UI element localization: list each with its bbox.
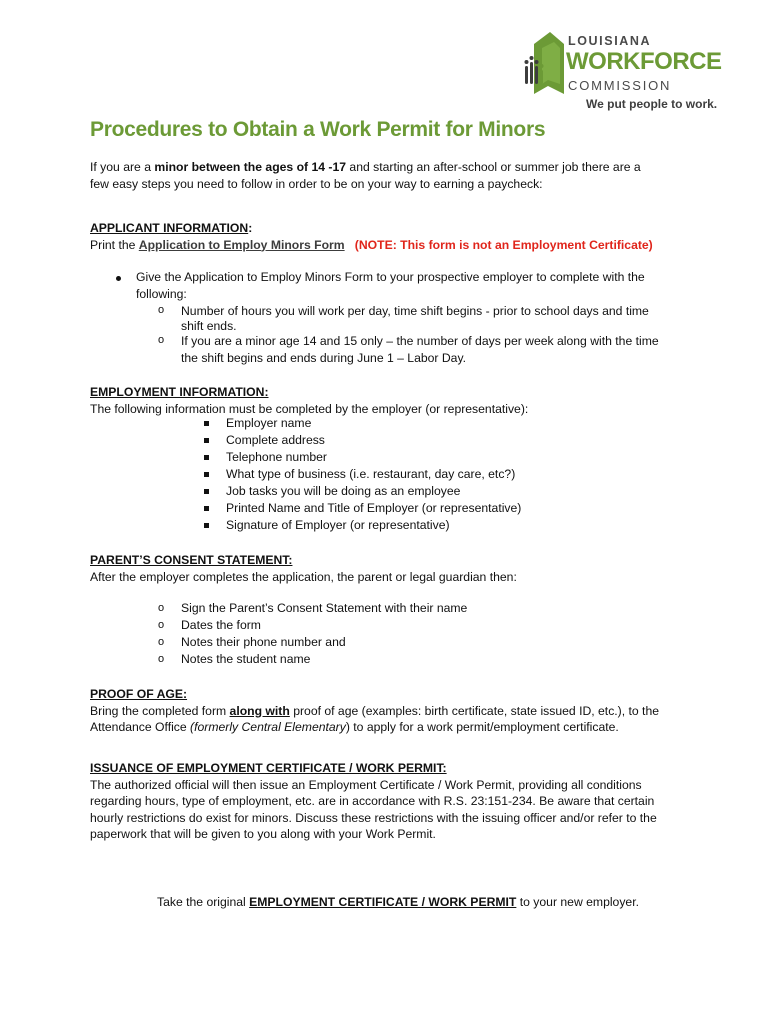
application-form-link[interactable]: Application to Employ Minors Form xyxy=(138,237,345,252)
list-item xyxy=(204,517,624,534)
intro-paragraph xyxy=(90,159,690,192)
lwc-building-icon xyxy=(524,30,568,96)
employment-item-text: Telephone number xyxy=(226,450,327,464)
applicant-print-text: Print the xyxy=(90,237,139,252)
intro-bold-age: minor between the ages of 14 -17 xyxy=(154,160,347,174)
proof-section xyxy=(90,686,710,736)
closing-text-rest: to your new employer. xyxy=(516,895,639,909)
circle-bullet-icon: o xyxy=(158,653,165,665)
logo-line-workforce: WORKFORCE xyxy=(566,48,722,75)
circle-bullet-icon: o xyxy=(158,334,165,346)
list-item xyxy=(158,651,578,668)
parent-list xyxy=(158,600,578,668)
employment-list xyxy=(204,415,624,534)
proof-heading: PROOF OF AGE: xyxy=(90,687,188,701)
parent-item-text: Notes the student name xyxy=(181,652,311,666)
list-item xyxy=(204,483,624,500)
proof-line2-text: Attendance Office xyxy=(90,720,191,734)
applicant-bullet-line2: following: xyxy=(136,287,187,301)
applicant-heading-colon: : xyxy=(248,221,253,235)
applicant-sub2-line1: If you are a minor age 14 and 15 only – the number of days per week along with the time xyxy=(181,334,659,348)
employment-item-text: Job tasks you will be doing as an employee xyxy=(226,484,461,498)
intro-line2: few easy steps you need to follow in order to be on your way to earning a paycheck: xyxy=(90,176,543,191)
proof-text-rest: proof of age (examples: birth certificate, state issued ID, etc.), to the xyxy=(289,703,659,718)
parent-heading: PARENT’S CONSENT STATEMENT: xyxy=(90,553,293,567)
square-bullet-icon xyxy=(204,421,209,426)
circle-bullet-icon: o xyxy=(158,619,165,631)
issuance-line: regarding hours, type of employment, etc. are in accordance with R.S. 23:151-234. Be aware that certain xyxy=(90,794,655,808)
list-item xyxy=(158,617,578,634)
circle-bullet-icon: o xyxy=(158,602,165,614)
issuance-line: paperwork that will be given to you along with your Work Permit. xyxy=(90,827,436,841)
closing-line xyxy=(157,894,639,911)
lwc-logo xyxy=(524,26,734,118)
bullet-dot-icon xyxy=(116,276,121,281)
parent-item-text: Notes their phone number and xyxy=(181,635,346,649)
list-item xyxy=(158,634,578,651)
employment-item-text: Printed Name and Title of Employer (or representative) xyxy=(226,501,522,515)
parent-intro: After the employer completes the application, the parent or legal guardian then: xyxy=(90,569,517,584)
employment-item-text: Complete address xyxy=(226,433,325,447)
parent-item-text: Dates the form xyxy=(181,618,261,632)
closing-text: Take the original xyxy=(157,895,250,909)
applicant-section xyxy=(90,220,690,253)
page-title: Procedures to Obtain a Work Permit for Minors xyxy=(90,118,546,141)
list-item xyxy=(158,600,578,617)
proof-line2-rest: ) to apply for a work permit/employment certificate. xyxy=(345,720,619,734)
form-note: NOTE: This form is not an Employment Certificate) xyxy=(358,237,653,252)
list-item xyxy=(204,500,624,517)
issuance-heading: ISSUANCE OF EMPLOYMENT CERTIFICATE / WORK PERMIT: xyxy=(90,761,447,775)
applicant-sub2-line2: the shift begins and ends during June 1 – Labor Day. xyxy=(181,351,467,365)
parent-section xyxy=(90,552,690,585)
list-item xyxy=(204,449,624,466)
proof-formerly: (formerly Central Elementary xyxy=(190,720,346,734)
issuance-section xyxy=(90,760,710,843)
applicant-bullet-line1: Give the Application to Employ Minors Form to your prospective employer to complete with the xyxy=(136,270,645,284)
employment-item-text: Employer name xyxy=(226,416,312,430)
employment-section xyxy=(90,384,690,417)
circle-bullet-icon: o xyxy=(158,636,165,648)
issuance-line: The authorized official will then issue an Employment Certificate / Work Permit, providing all conditions xyxy=(90,777,642,792)
employment-item-text: Signature of Employer (or representative) xyxy=(226,518,450,532)
list-item xyxy=(204,466,624,483)
logo-tagline: We put people to work. xyxy=(586,97,718,111)
square-bullet-icon xyxy=(204,506,209,511)
square-bullet-icon xyxy=(204,472,209,477)
square-bullet-icon xyxy=(204,438,209,443)
note-open-paren: ( xyxy=(354,237,359,252)
issuance-line: hourly restrictions do exist for minors. Discuss these restrictions with the issuing officer and/or refer to the xyxy=(90,810,657,825)
square-bullet-icon xyxy=(204,455,209,460)
logo-line-commission: COMMISSION xyxy=(568,78,672,93)
employment-intro: The following information must be completed by the employer (or representative): xyxy=(90,401,529,416)
intro-text-rest: and starting an after-school or summer job there are a xyxy=(346,160,641,174)
square-bullet-icon xyxy=(204,489,209,494)
list-item xyxy=(204,415,624,432)
applicant-sub1-line1: Number of hours you will work per day, time shift begins - prior to school days and time xyxy=(181,304,649,318)
intro-text: If you are a xyxy=(90,160,155,174)
closing-certificate: EMPLOYMENT CERTIFICATE / WORK PERMIT xyxy=(249,895,517,909)
logo-line-louisiana: LOUISIANA xyxy=(568,34,652,48)
employment-heading: EMPLOYMENT INFORMATION: xyxy=(90,385,269,399)
list-item xyxy=(204,432,624,449)
applicant-heading: APPLICANT INFORMATION xyxy=(90,221,249,235)
proof-along-with: along with xyxy=(229,703,290,718)
circle-bullet-icon: o xyxy=(158,304,165,316)
applicant-sub1-line2: shift ends. xyxy=(181,319,237,333)
square-bullet-icon xyxy=(204,523,209,528)
employment-item-text: What type of business (i.e. restaurant, day care, etc?) xyxy=(226,467,516,481)
proof-text: Bring the completed form xyxy=(90,703,230,718)
parent-item-text: Sign the Parent’s Consent Statement with their name xyxy=(181,601,468,615)
